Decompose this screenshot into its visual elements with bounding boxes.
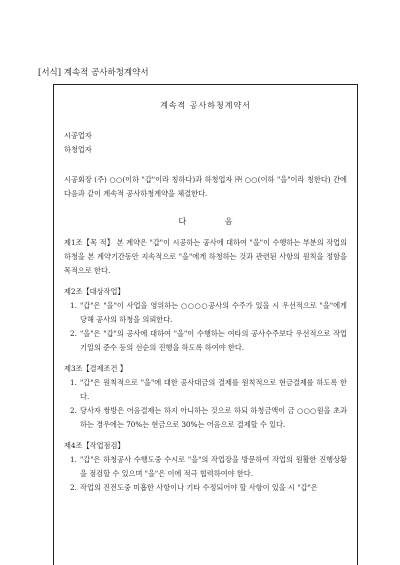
item-number: 1. xyxy=(70,378,77,387)
article-item xyxy=(64,453,347,481)
article-3 xyxy=(64,362,347,432)
article-heading: 제4조【작업점검】 xyxy=(64,441,125,450)
article-item xyxy=(64,327,347,355)
dagum-heading: 다 음 xyxy=(178,217,251,226)
article-item xyxy=(64,481,347,495)
item-text: 작업의 진전도중 미흡한 사항이나 기타 수정되어야 할 사항이 있을 시 "갑"은 xyxy=(80,483,318,492)
article-item xyxy=(64,404,347,432)
document-title: 계속적 공사하청계약서 xyxy=(160,101,251,110)
item-text: 당사자 쌍방은 어음결제는 하지 아니하는 것으로 하되 하청금액이 금 ○○○원을 초과하는 경우에는 70%는 현금으로 30%는 어음으로 결제할 수 있다. xyxy=(80,406,347,429)
intro-paragraph: 시공회장 (주) ○○(이하 "갑"이라 칭하다)과 하청업자 ㈜ ○○(이하 "을"이라 칭한다) 간에 다음과 같이 계속적 공사하청계약을 체결한다. xyxy=(64,175,347,198)
item-number: 2. xyxy=(70,406,77,415)
form-label: [서식] 계속적 공사하청계약서 xyxy=(38,68,149,78)
party-contractor: 시공업자 xyxy=(64,131,92,140)
item-number: 1. xyxy=(70,455,77,464)
contract-frame xyxy=(53,84,358,565)
item-text: "갑"은 하청공사 수행도중 수시로 "을"의 작업장을 방문하여 작업의 원활한 진행상황을 점검할 수 있으며 "을"은 이에 적극 협력하여야 한다. xyxy=(80,455,347,478)
article-item xyxy=(64,299,347,327)
item-text: "갑"은 "을"이 사업을 영위하는 ○○○○공사의 수주가 있을 시 우선적으로 "을"에게 당해 공사의 하청을 의뢰한다. xyxy=(80,301,347,324)
item-text: "갑"은 원칙적으로 "을"에 대한 공사대금의 결제를 원칙적으로 현금결제를 하도록 한다. xyxy=(80,378,347,401)
article-heading: 제1조【목 적】 xyxy=(64,238,115,247)
article-body: 본 계약은 "갑"이 시공하는 공사에 대하여 "을"이 수행하는 부분의 작업의 하청을 본 계약기간동안 지속적으로 "을"에게 하청하는 것과 관련된 사항의 원칙을 정함을 목적으로 한다. xyxy=(64,238,347,275)
article-1 xyxy=(64,236,347,278)
article-2 xyxy=(64,285,347,355)
item-number: 2. xyxy=(70,483,77,492)
article-4 xyxy=(64,439,347,495)
item-number: 2. xyxy=(70,329,77,338)
article-heading: 제3조【결제조건 】 xyxy=(64,364,127,373)
item-text: "을"은 "갑"의 공사에 대하여 "을"이 수행하는 여타의 공사수주보다 우선적으로 작업기일의 준수 등의 선순의 진행을 하도록 하여야 한다. xyxy=(80,329,347,352)
article-item xyxy=(64,376,347,404)
party-subcontractor: 하청업자 xyxy=(64,145,92,154)
article-heading: 제2조【대상작업】 xyxy=(64,287,125,296)
contract-body xyxy=(64,85,347,495)
parties-block xyxy=(64,129,347,157)
item-number: 1. xyxy=(70,301,77,310)
